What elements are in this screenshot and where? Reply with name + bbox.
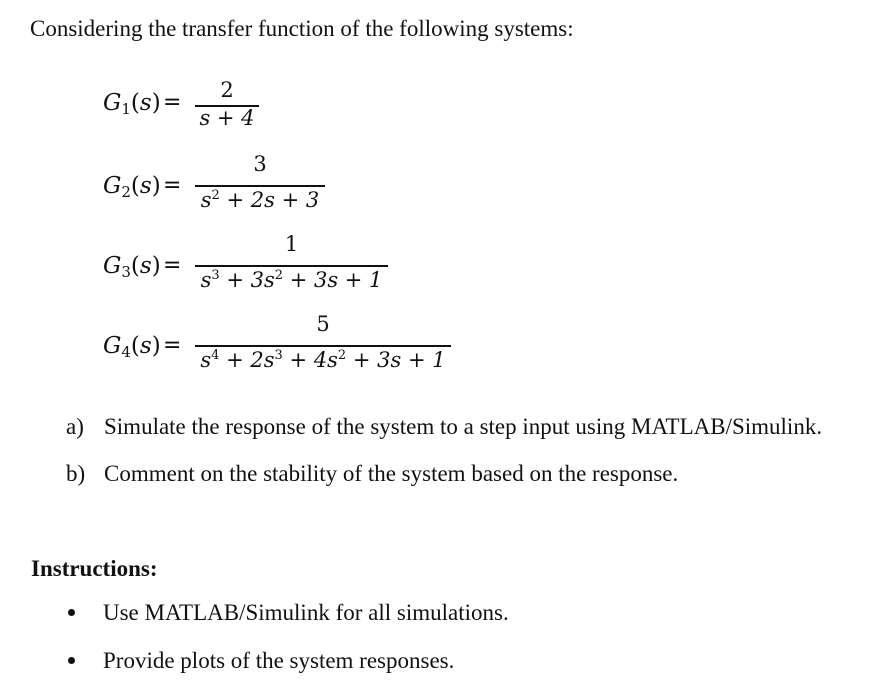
instructions-title: Instructions:	[31, 556, 158, 581]
question-b	[66, 461, 678, 487]
equals-sign: =	[163, 90, 182, 115]
fraction-bar	[195, 345, 451, 347]
bullet-icon	[68, 657, 75, 664]
denominator: $s^3 + 3s^2 + 3s + 1$	[200, 268, 383, 292]
instruction-text: Use MATLAB/Simulink for all simulations.	[103, 600, 509, 625]
question-text: Simulate the response of the system to a step input using MATLAB/Simulink.	[104, 414, 823, 439]
intro-text: Considering the transfer function of the following systems:	[30, 16, 574, 41]
instruction-text: Provide plots of the system responses.	[103, 648, 455, 673]
equals-sign: =	[163, 333, 182, 358]
question-label: b)	[66, 461, 86, 486]
fraction-bar	[195, 185, 325, 187]
equation-lhs: $G_4(s)$	[103, 333, 161, 361]
numerator: 5	[316, 312, 330, 336]
equals-sign: =	[163, 253, 182, 278]
question-text: Comment on the stability of the system based on the response.	[104, 461, 679, 486]
equals-sign: =	[163, 173, 182, 198]
fraction-bar	[195, 265, 388, 267]
equation-lhs: $G_2(s)$	[103, 173, 161, 201]
instruction-item	[68, 648, 454, 674]
question-label: a)	[66, 414, 84, 439]
numerator: 2	[220, 78, 234, 102]
instruction-item	[68, 600, 509, 626]
equation-lhs: $G_3(s)$	[103, 253, 161, 281]
equation-lhs: $G_1(s)$	[103, 90, 161, 118]
denominator: $s^2 + 2s + 3$	[200, 188, 320, 212]
bullet-icon	[68, 609, 75, 616]
numerator: 1	[284, 232, 299, 256]
question-a	[66, 414, 822, 440]
denominator: $s^4 + 2s^3 + 4s^2 + 3s + 1$	[200, 348, 446, 372]
numerator: 3	[253, 152, 267, 176]
denominator: s + 4	[199, 106, 255, 130]
